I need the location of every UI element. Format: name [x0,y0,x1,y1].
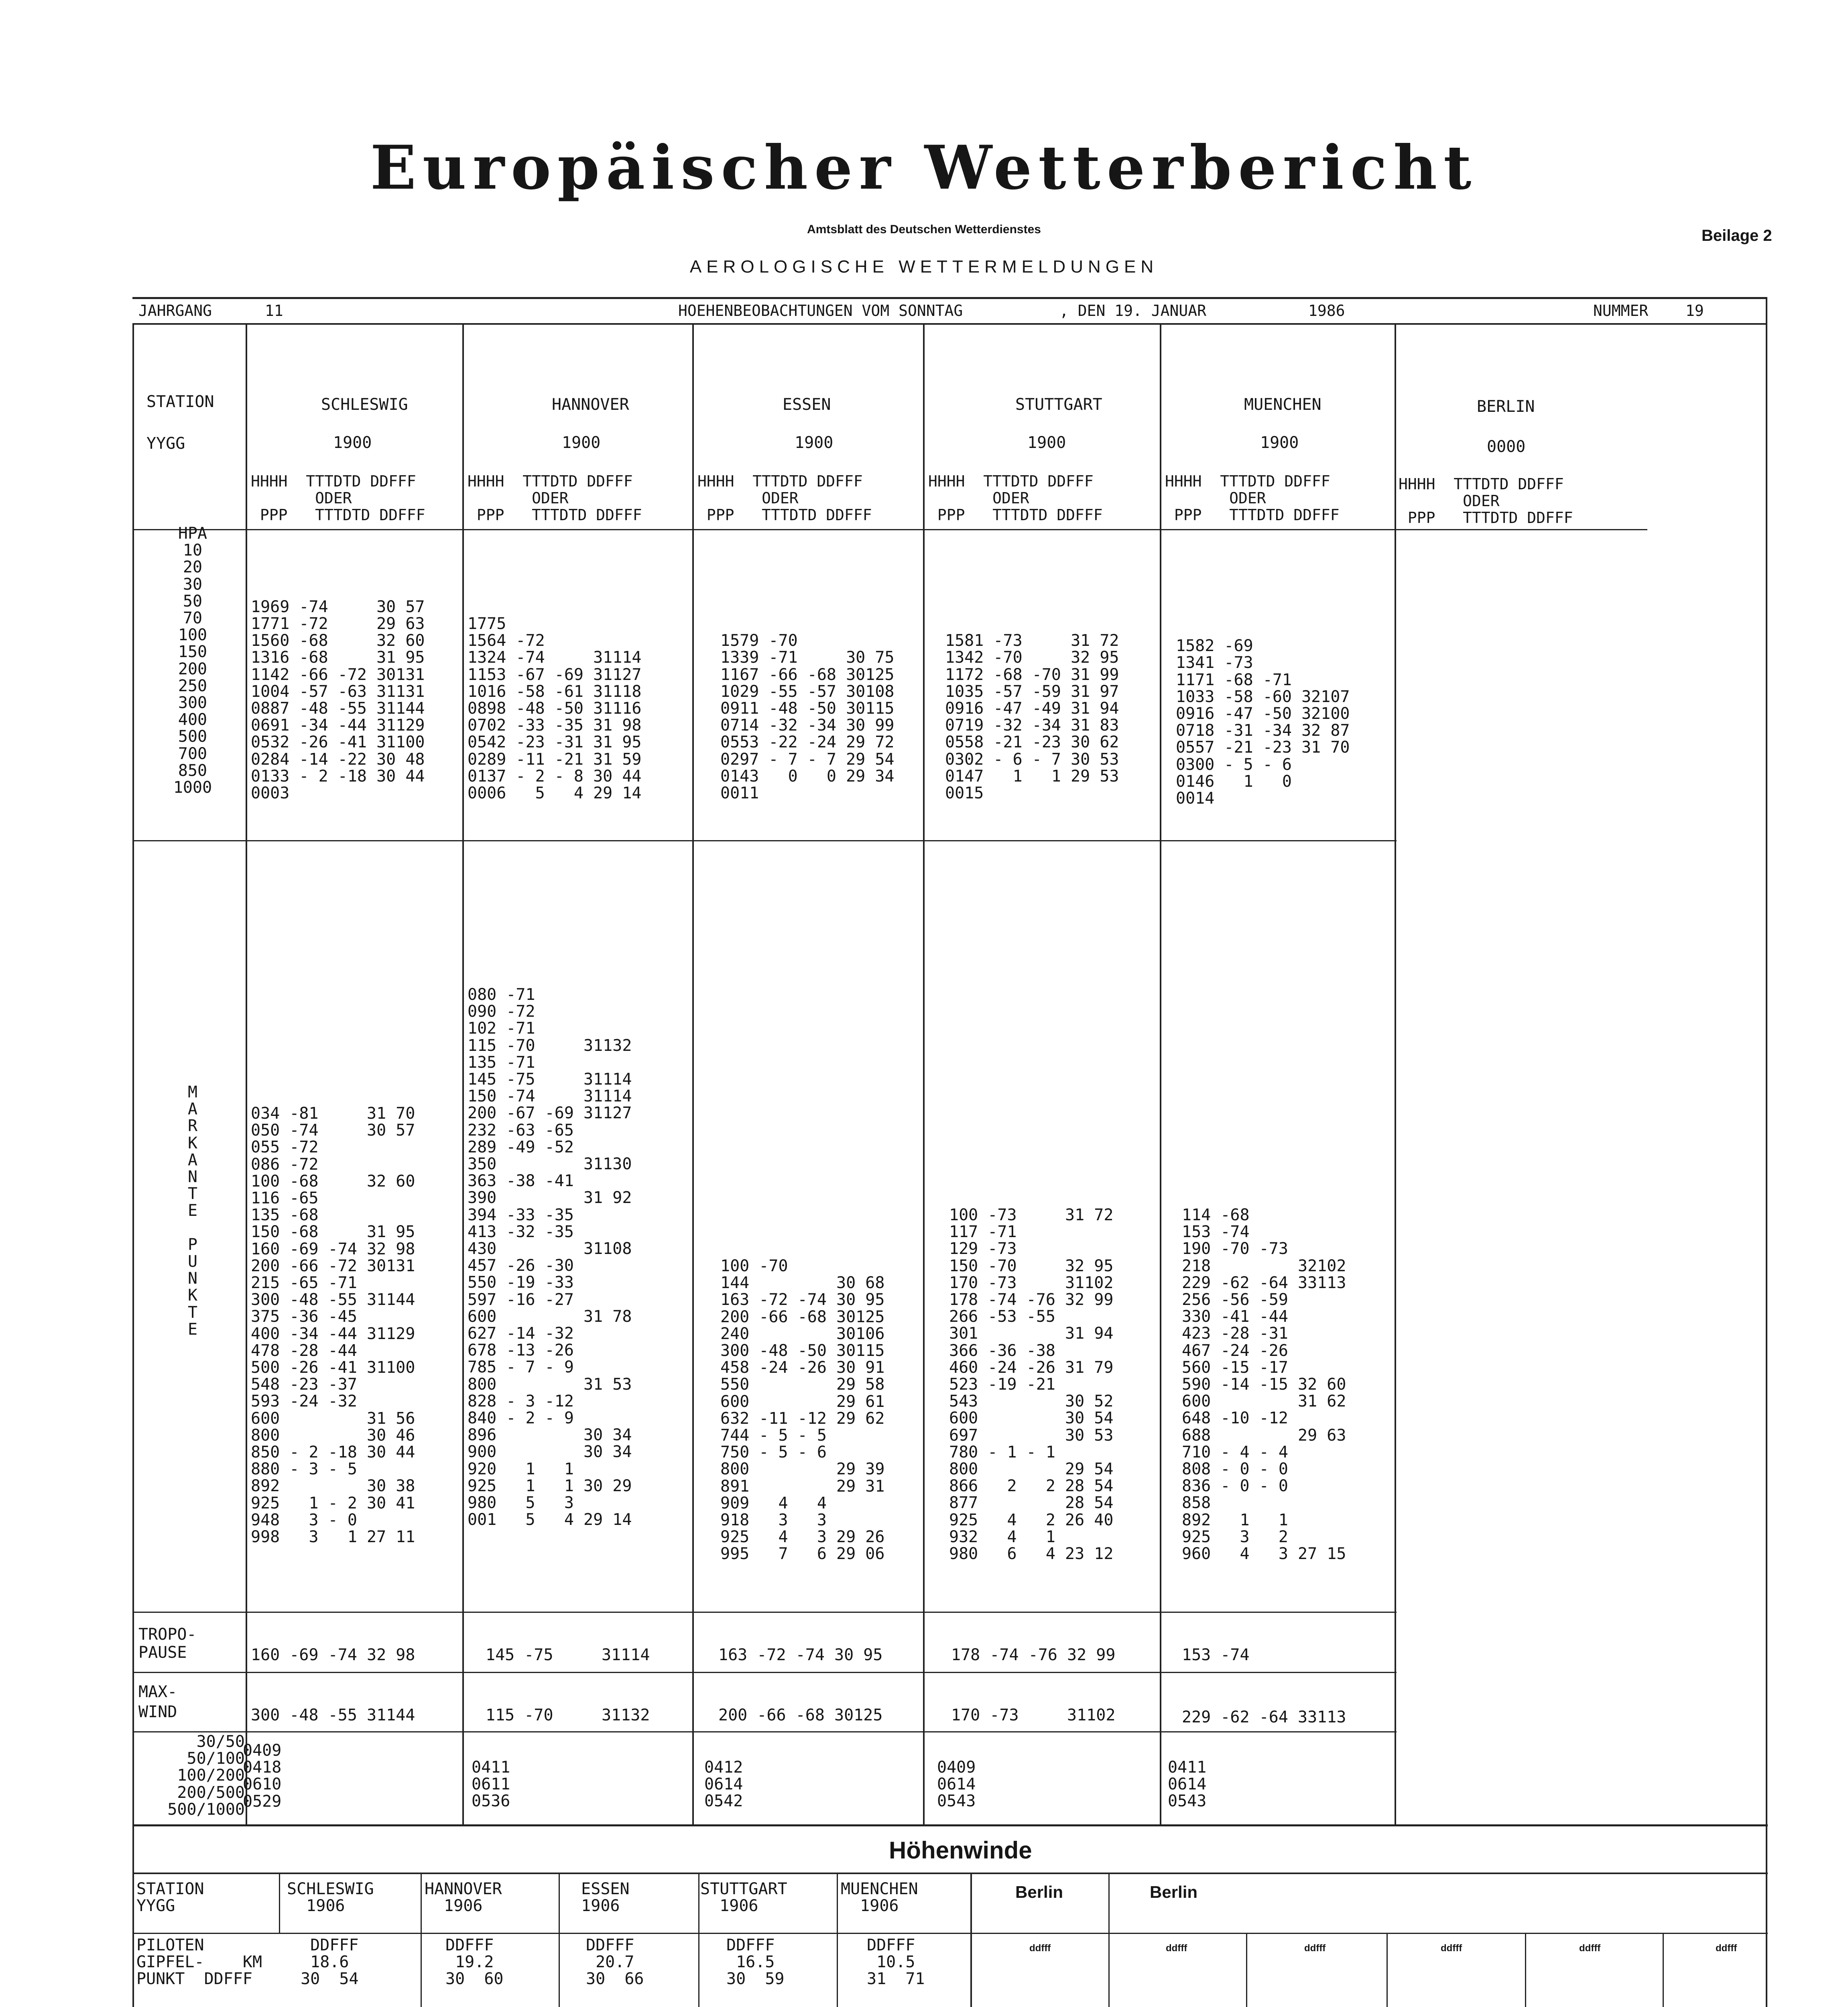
maxwind: 229 -62 -64 33113 [1182,1708,1346,1726]
beilage-label: Beilage 2 [1702,227,1772,244]
shear: 0411 0614 0543 [1168,1758,1207,1811]
station-name: BERLIN [1477,397,1535,416]
berlin-heading-1: Berlin [1015,1883,1063,1901]
grid-left [132,323,134,2007]
grid-h-end [132,1824,1768,1826]
grid-v1 [246,323,247,1824]
column-header: HHHH TTTDTD DDFFF ODER PPP TTTDTD DDFFF [251,472,425,524]
std-levels: 1581 -73 31 72 1342 -70 32 95 1172 -68 -70 31 99 1035 -57 -59 31 97 0916 -47 -49 31 94 0719 -32 -34 31 83 0558 -21 -23 30 62 0302 - 6 - 7 30 53 0147 1 1 29 53 0015 [945,631,1119,803]
winds-station: SCHLESWIG 1906 [287,1880,374,1915]
winds-v-berlin [1108,1874,1110,1934]
grid-v4 [923,323,925,1824]
nummer-label: NUMMER [1593,302,1649,320]
station-yygg: 1900 [562,434,601,452]
header-rule-bottom [132,323,1766,325]
header-rule-top [132,297,1766,299]
page-title: Europäischer Wetterbericht [370,132,1478,203]
winds-v5 [970,1874,972,2007]
ddfff-slot: ddfff [1441,1943,1462,1954]
column-header: HHHH TTTDTD DDFFF ODER PPP TTTDTD DDFFF [468,472,642,524]
station-name: ESSEN [783,395,831,414]
obs-year: 1986 [1308,302,1345,320]
markante-punkte: 080 -71 090 -72 102 -71 115 -70 31132 135 -71 145 -75 31114 150 -74 31114 200 -67 -69 31127 232 -63 -65 289 -49 -52 350 31130 363 -38 -41 390 31 92 394 -33 -35 413 -32 -35 430 31108 457 -26 -30 550 -19 -33 597 -16 -27 600 31 78 627 -14 -32 678 -13 -26 785 - 7 - 9 800 31 53 828 - 3 -12 840 - 2 - 9 896 30 34 900 30 34 920 1 1 925 1 1 30 29 980 5 3 001 5 4 29 14 [468,985,632,1529]
winds-v2 [559,1874,560,2007]
shear: 0409 0614 0543 [937,1758,976,1811]
station-yygg: 0000 [1487,438,1526,456]
std-levels: 1969 -74 30 57 1771 -72 29 63 1560 -68 32 60 1316 -68 31 95 1142 -66 -72 30131 1004 -57 -63 31131 0887 -48 -55 31144 0691 -34 -44 31129 0532 -26 -41 31100 0284 -14 -22 30 48 0133 - 2 -18 30 44 0003 [251,597,425,803]
markante-punkte: 100 -70 144 30 68 163 -72 -74 30 95 200 -66 -68 30125 240 30106 300 -48 -50 30115 458 -24 -26 30 91 550 29 58 600 29 61 632 -11 -12 29 62 744 - 5 - 5 750 - 5 - 6 800 29 39 891 29 31 909 4 4 918 3 3 925 4 3 29 26 995 7 6 29 06 [720,1257,885,1563]
tropopause: 160 -69 -74 32 98 [251,1646,415,1664]
winds-station: STUTTGART 1906 [700,1880,787,1915]
winds-station-label: STATION YYGG [136,1880,204,1915]
std-levels: 1775 1564 -72 1324 -74 31114 1153 -67 -69 31127 1016 -58 -61 31118 0898 -48 -50 31116 0702 -33 -35 31 98 0542 -23 -31 31 95 0289 -11 -21 31 59 0137 - 2 - 8 30 44 0006 5 4 29 14 [468,615,642,803]
grid-h-mark [132,1612,1397,1613]
markante-punkte: 034 -81 31 70 050 -74 30 57 055 -72 086 -72 100 -68 32 60 116 -65 135 -68 150 -68 31 95 160 -69 -74 32 98 200 -66 -72 30131 215 -65 -71 300 -48 -55 31144 375 -36 -45 400 -34 -44 31129 478 -28 -44 500 -26 -41 31100 548 -23 -37 593 -24 -32 600 31 56 800 30 46 850 - 2 -18 30 44 880 - 3 - 5 892 30 38 925 1 - 2 30 41 948 3 - 0 998 3 1 27 11 [251,1104,415,1547]
grid-h-std [132,840,1397,841]
column-header: HHHH TTTDTD DDFFF ODER PPP TTTDTD DDFFF [928,472,1103,524]
maxwind: 115 -70 31132 [486,1706,650,1724]
station-name: MUENCHEN [1244,395,1321,414]
nummer-value: 19 [1685,302,1704,320]
hpa-levels: HPA 10 20 30 50 70 100 150 200 250 300 400 500 700 850 1000 [173,524,212,797]
winds-v1 [421,1874,422,2007]
ddfff-slot: ddfff [1579,1943,1601,1954]
std-levels: 1582 -69 1341 -73 1171 -68 -71 1033 -58 -60 32107 0916 -47 -50 32100 0718 -31 -34 32 87 0557 -21 -23 31 70 0300 - 5 - 6 0146 1 0 0014 [1176,637,1350,808]
yygg-label: YYGG [146,434,185,453]
hoehenwinde-title: Höhenwinde [889,1837,1032,1864]
piloten-head: DDFFF 10.5 31 71 [867,1936,925,1988]
markante-punkte-label: M A R K A N T E P U N K T E [187,1083,198,1339]
grid-v3 [692,323,694,1824]
column-header: HHHH TTTDTD DDFFF ODER PPP TTTDTD DDFFF [1165,472,1340,524]
station-yygg: 1900 [333,434,372,452]
shear: 0409 0418 0610 0529 [243,1741,282,1811]
winds-v4 [837,1874,838,2007]
grid-right [1766,297,1767,2007]
column-header: HHHH TTTDTD DDFFF ODER PPP TTTDTD DDFFF [697,472,872,524]
tropopause: 153 -74 [1182,1646,1250,1664]
winds-rule-yygg [132,1933,1768,1934]
station-name: STUTTGART [1015,395,1102,414]
grid-h-tropo [132,1672,1397,1673]
section-title: AEROLOGISCHE WETTERMELDUNGEN [689,257,1159,277]
shear: 0411 0611 0536 [472,1758,510,1811]
maxwind: 170 -73 31102 [951,1706,1116,1724]
winds-station: MUENCHEN 1906 [841,1880,918,1915]
tropopause-label: TROPO- PAUSE [138,1625,197,1662]
grid-v6 [1395,323,1396,1824]
std-levels: 1579 -70 1339 -71 30 75 1167 -66 -68 30125 1029 -55 -57 30108 0911 -48 -50 30115 0714 -32 -34 30 99 0553 -22 -24 29 72 0297 - 7 - 7 29 54 0143 0 0 29 34 0011 [720,631,895,803]
station-label: STATION [146,393,214,411]
grid-v5 [1160,323,1161,1824]
ddfff-slot: ddfff [1304,1943,1326,1954]
ddfff-slot: ddfff [1029,1943,1051,1954]
grid-h-colhead [132,529,1647,530]
markante-punkte: 114 -68 153 -74 190 -70 -73 218 32102 229 -62 -64 33113 256 -56 -59 330 -41 -44 423 -28 -31 467 -24 -26 560 -15 -17 590 -14 -15 32 60 600 31 62 648 -10 -12 688 29 63 710 - 4 - 4 808 - 0 - 0 836 - 0 - 0 858 892 1 1 925 3 2 960 4 3 27 15 [1182,1206,1346,1563]
piloten-head: DDFFF 16.5 30 59 [726,1936,785,1988]
winds-station: ESSEN 1906 [581,1880,630,1915]
winds-v0a [279,1874,280,1934]
shear: 0412 0614 0542 [704,1758,743,1811]
maxwind: 300 -48 -55 31144 [251,1706,415,1724]
winds-v8 [1387,1934,1388,2007]
piloten-head: DDFFF 19.2 30 60 [445,1936,504,1988]
obs-title: HOEHENBEOBACHTUNGEN VOM SONNTAG [678,302,963,320]
winds-rule-top [132,1873,1768,1874]
winds-v10 [1663,1934,1664,2007]
jahrgang-value: 11 [265,302,283,320]
tropopause: 145 -75 31114 [486,1646,650,1664]
winds-v3 [698,1874,699,2007]
station-yygg: 1900 [1260,434,1299,452]
station-name: SCHLESWIG [321,395,408,414]
winds-v7 [1246,1934,1247,2007]
obs-date: , DEN 19. JANUAR [1059,302,1207,320]
piloten-head: DDFFF 20.7 30 66 [586,1936,644,1988]
column-header: HHHH TTTDTD DDFFF ODER PPP TTTDTD DDFFF [1399,475,1573,527]
piloten-label: PILOTEN GIPFEL- KM PUNKT DDFFF [136,1936,262,1988]
maxwind-label: MAX- WIND [138,1683,177,1721]
piloten-head: DDFFF 18.6 30 54 [301,1936,359,1988]
tropopause: 163 -72 -74 30 95 [718,1646,883,1664]
grid-v2 [462,323,464,1824]
markante-punkte: 100 -73 31 72 117 -71 129 -73 150 -70 32 95 170 -73 31102 178 -74 -76 32 99 266 -53 -55 301 31 94 366 -36 -38 460 -24 -26 31 79 523 -19 -21 543 30 52 600 30 54 697 30 53 780 - 1 - 1 800 29 54 866 2 2 28 54 877 28 54 925 4 2 26 40 932 4 1 980 6 4 23 12 [949,1206,1114,1563]
ddfff-slot: ddfff [1716,1943,1737,1954]
ddfff-slot: ddfff [1166,1943,1187,1954]
jahrgang-label: JAHRGANG [138,302,212,320]
grid-h-maxwind [132,1731,1397,1732]
subtitle: Amtsblatt des Deutschen Wetterdienstes [807,223,1041,236]
winds-station: HANNOVER 1906 [425,1880,502,1915]
maxwind: 200 -66 -68 30125 [718,1706,883,1724]
tropopause: 178 -74 -76 32 99 [951,1646,1116,1664]
station-yygg: 1900 [795,434,834,452]
winds-v9 [1525,1934,1526,2007]
shear-labels: 30/50 50/100 100/200 200/500 500/1000 [167,1732,245,1819]
station-yygg: 1900 [1027,434,1066,452]
berlin-heading-2: Berlin [1150,1883,1198,1901]
station-name: HANNOVER [552,395,629,414]
